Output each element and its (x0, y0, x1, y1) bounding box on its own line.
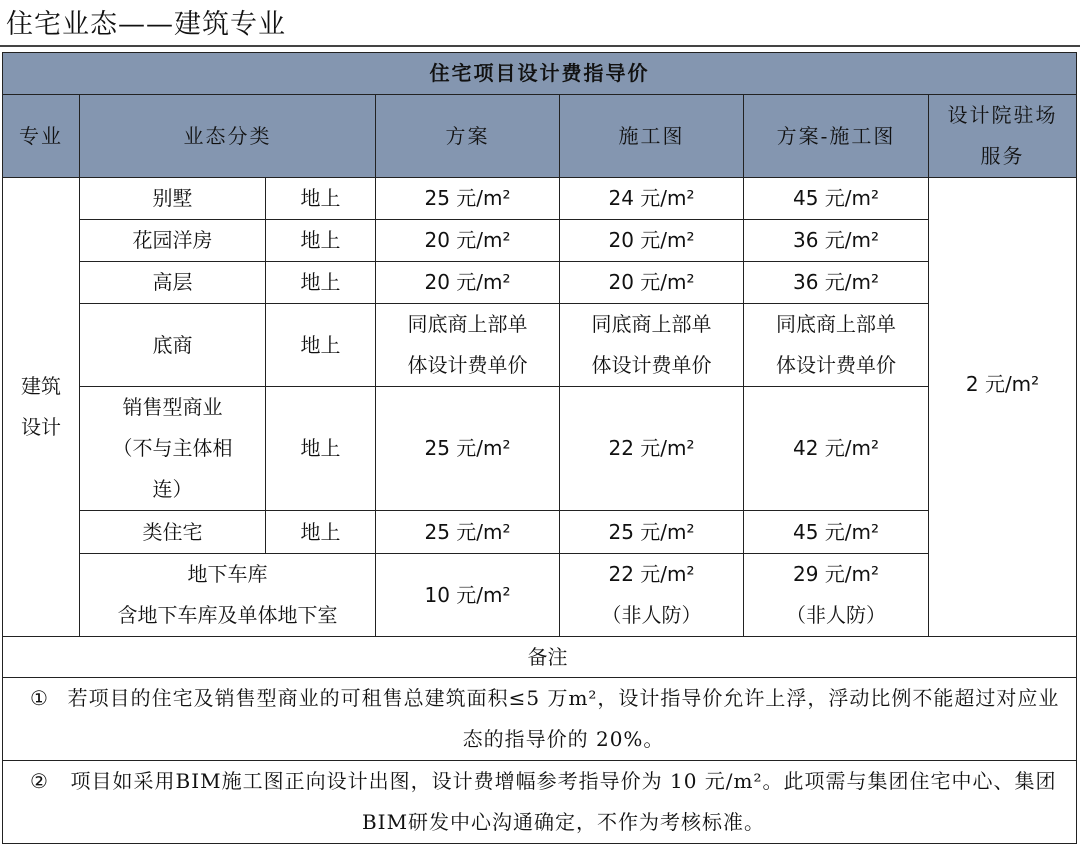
scheme-construction-price: 同底商上部单 体设计费单价 (744, 304, 929, 387)
scheme-price: 25 元/m² (376, 387, 560, 511)
note-text: 若项目的住宅及销售型商业的可租售总建筑面积≤5 万m²，设计指导价允许上浮，浮动比例不能超过对应业态的指导价的 20%。 (67, 686, 1060, 751)
construction-price: 25 元/m² (560, 511, 744, 554)
scheme-construction-price: 45 元/m² (744, 511, 929, 554)
page-title: 住宅业态——建筑专业 (6, 9, 286, 40)
notes-row (3, 637, 1077, 844)
category-cell: 类住宅 (80, 511, 266, 554)
table-row (3, 178, 1077, 220)
construction-price: 22 元/m² （非人防） (560, 554, 744, 637)
scheme-construction-price: 36 元/m² (744, 262, 929, 304)
scheme-price: 同底商上部单 体设计费单价 (376, 304, 560, 387)
scheme-price: 20 元/m² (376, 220, 560, 262)
table-row (3, 262, 1077, 304)
scheme-price: 25 元/m² (376, 178, 560, 220)
level-cell: 地上 (266, 387, 376, 511)
table-row (3, 511, 1077, 554)
resident-service-price: 2 元/m² (929, 178, 1077, 637)
major-cell: 建筑 设计 (3, 178, 80, 637)
category-cell: 地下车库 含地下车库及单体地下室 (80, 554, 376, 637)
note-item (3, 677, 1076, 760)
table-title: 住宅项目设计费指导价 (3, 53, 1077, 95)
construction-price: 20 元/m² (560, 220, 744, 262)
category-cell: 花园洋房 (80, 220, 266, 262)
level-cell: 地上 (266, 511, 376, 554)
level-cell: 地上 (266, 304, 376, 387)
table-row (3, 220, 1077, 262)
category-cell: 高层 (80, 262, 266, 304)
category-cell: 底商 (80, 304, 266, 387)
design-fee-table (2, 52, 1077, 844)
category-cell: 别墅 (80, 178, 266, 220)
level-cell: 地上 (266, 220, 376, 262)
scheme-construction-price: 29 元/m² （非人防） (744, 554, 929, 637)
note-text: 项目如采用BIM施工图正向设计出图，设计费增幅参考指导价为 10 元/m²。此项需与集团住宅中心、集团BIM研发中心沟通确定，不作为考核标准。 (70, 769, 1057, 834)
construction-price: 20 元/m² (560, 262, 744, 304)
table-row (3, 304, 1077, 387)
notes-cell (3, 637, 1077, 844)
notes-label: 备注 (527, 645, 568, 669)
construction-price: 同底商上部单 体设计费单价 (560, 304, 744, 387)
level-cell: 地上 (266, 178, 376, 220)
header-construction: 施工图 (560, 95, 744, 178)
scheme-construction-price: 45 元/m² (744, 178, 929, 220)
header-category: 业态分类 (80, 95, 376, 178)
header-scheme-construction: 方案-施工图 (744, 95, 929, 178)
title-divider (0, 45, 1080, 47)
note-number: ① (30, 686, 48, 710)
scheme-construction-price: 42 元/m² (744, 387, 929, 511)
construction-price: 24 元/m² (560, 178, 744, 220)
header-resident-service: 设计院驻场 服务 (929, 95, 1077, 178)
scheme-price: 10 元/m² (376, 554, 560, 637)
level-cell: 地上 (266, 262, 376, 304)
category-cell: 销售型商业 （不与主体相 连） (80, 387, 266, 511)
header-scheme: 方案 (376, 95, 560, 178)
table-row (3, 554, 1077, 637)
scheme-construction-price: 36 元/m² (744, 220, 929, 262)
note-item (3, 760, 1076, 843)
construction-price: 22 元/m² (560, 387, 744, 511)
scheme-price: 25 元/m² (376, 511, 560, 554)
header-major: 专业 (3, 95, 80, 178)
table-row (3, 387, 1077, 511)
scheme-price: 20 元/m² (376, 262, 560, 304)
note-number: ② (30, 769, 48, 793)
